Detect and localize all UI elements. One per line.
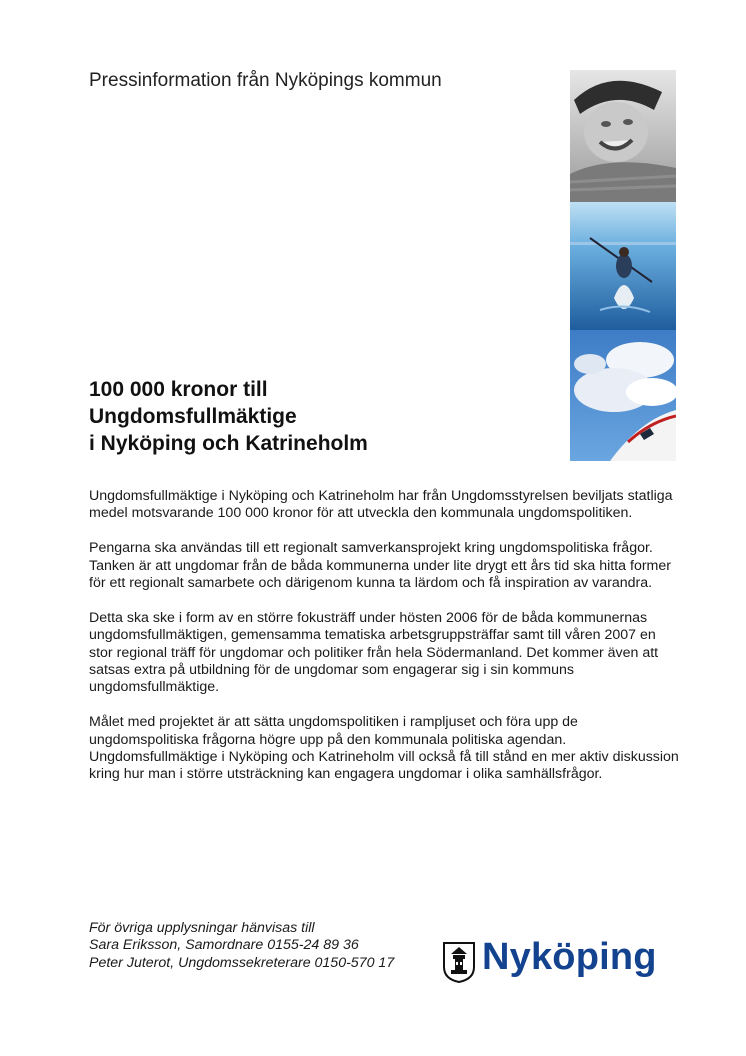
headline-line: 100 000 kronor till — [89, 378, 268, 401]
headline-line: Ungdomsfullmäktige — [89, 405, 297, 428]
contact-person: Peter Juterot, Ungdomssekreterare 0150-570 17 — [89, 954, 395, 971]
body-paragraph: Pengarna ska användas till ett regionalt samverkansprojekt kring ungdomspolitiska frågor. Tanken är att ungdomar från de båda kommunerna under lite drygt ett års tid ska hitta former för ett regionalt samarbete och därigenom kunna ta lärdom och få inspiration av varandra. — [89, 540, 671, 592]
child-photo-icon — [570, 70, 676, 202]
photo-strip — [570, 70, 676, 461]
body-paragraph: Detta ska ske i form av en större fokusträff under hösten 2006 för de båda kommunernas ungdomsfullmäktigen, gemensamma tematiska arbetsgruppsträffar samt till våren 2007 en stor regional träff för ungdomar och politiker från hela Södermanland. Det kommer även att satsas extra på utbildning för de ungdomar som engagerar sig i sin kommuns ungdomsfullmäktige. — [89, 609, 659, 696]
headline — [89, 376, 549, 457]
nykoping-logo — [442, 936, 682, 985]
contact-intro: För övriga upplysningar hänvisas till — [89, 920, 315, 936]
contact-person: Sara Eriksson, Samordnare 0155-24 89 36 — [89, 937, 359, 954]
body-paragraph: Ungdomsfullmäktige i Nyköping och Katrineholm har från Ungdomsstyrelsen beviljats statliga medel motsvarande 100 000 kronor för att utveckla den kommunala ungdomspolitiken. — [89, 488, 673, 522]
body-paragraph: Målet med projektet är att sätta ungdomspolitiken i rampljuset och föra upp de ungdomspolitiska frågorna högre upp på den kommunala politiska agendan. Ungdomsfullmäktige i Nyköping och Katrineholm vill också få till stånd en mer aktiv diskussion kring hur man i större utsträckning kan engagera ungdomar i olika samhällsfrågor. — [89, 714, 679, 783]
page-header: Pressinformation från Nyköpings kommun — [89, 70, 442, 91]
headline-line: i Nyköping och Katrineholm — [89, 432, 368, 455]
logo-text: Nyköping — [482, 936, 657, 978]
nykoping-crest-icon — [442, 941, 476, 983]
kayak-photo-icon — [570, 202, 676, 330]
press-body — [89, 488, 679, 801]
contact-info — [89, 920, 449, 972]
airplane-sky-photo-icon — [570, 330, 676, 461]
